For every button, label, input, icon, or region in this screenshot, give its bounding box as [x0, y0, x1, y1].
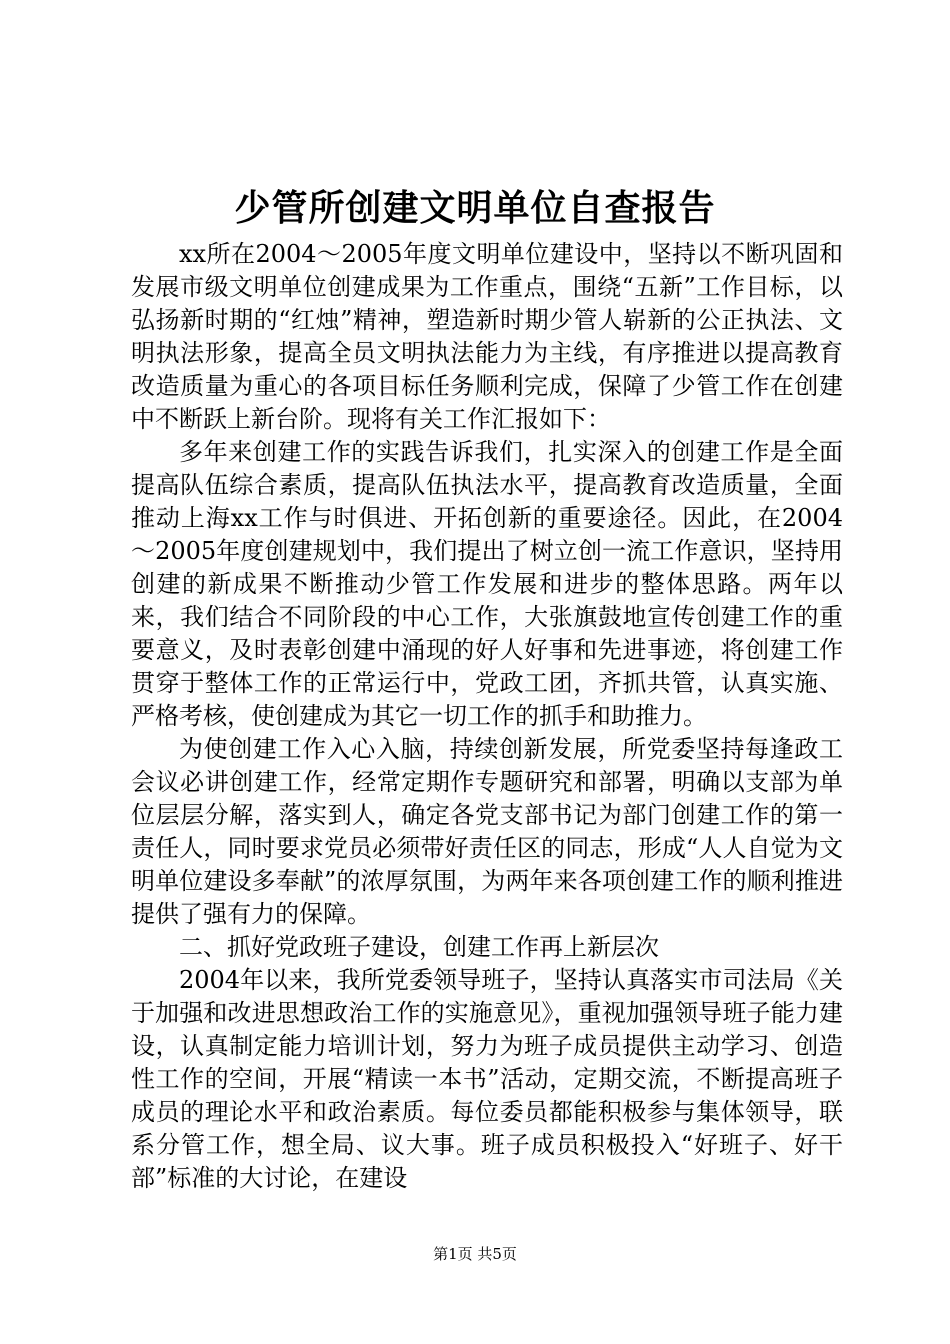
- page-number-footer: 第1页 共5页: [433, 1245, 517, 1263]
- paragraph-intro: xx所在2004～2005年度文明单位建设中，坚持以不断巩固和发展市级文明单位创建成果为工作重点，围绕“五新”工作目标，以弘扬新时期的“红烛”精神，塑造新时期少管人崭新的公正执法、文明执法形象，提高全员文明执法能力为主线，有序推进以提高教育改造质量为重心的各项目标任务顺利完成，保障了少管工作在创建中不断跃上新台阶。现将有关工作汇报如下：: [131, 240, 843, 433]
- section-heading: 二、抓好党政班子建设，创建工作再上新层次: [179, 933, 659, 961]
- document-body: [131, 238, 843, 1195]
- paragraph-practice: 多年来创建工作的实践告诉我们，扎实深入的创建工作是全面提高队伍综合素质，提高队伍执法水平，提高教育改造质量，全面推动上海xx工作与时俱进、开拓创新的重要途径。因此，在2004～2005年度创建规划中，我们提出了树立创一流工作意识，坚持用创建的新成果不断推动少管工作发展和进步的整体思路。两年以来，我们结合不同阶段的中心工作，大张旗鼓地宣传创建工作的重要意义，及时表彰创建中涌现的好人好事和先进事迹，将创建工作贯穿于整体工作的正常运行中，党政工团，齐抓共管，认真实施、严格考核，使创建成为其它一切工作的抓手和助推力。: [131, 438, 843, 730]
- document-title: 少管所创建文明单位自查报告: [234, 187, 716, 229]
- paragraph-party-committee: 为使创建工作入心入脑，持续创新发展，所党委坚持每逢政工会议必讲创建工作，经常定期作专题研究和部署，明确以支部为单位层层分解，落实到人，确定各党支部书记为部门创建工作的第一责任人，同时要求党员必须带好责任区的同志，形成“人人自觉为文明单位建设多奉献”的浓厚氛围，为两年来各项创建工作的顺利推进提供了强有力的保障。: [131, 735, 843, 928]
- paragraph-leadership: 2004年以来，我所党委领导班子，坚持认真落实市司法局《关于加强和改进思想政治工作的实施意见》，重视加强领导班子能力建设，认真制定能力培训计划，努力为班子成员提供主动学习、创造性工作的空间，开展“精读一本书”活动，定期交流，不断提高班子成员的理论水平和政治素质。每位委员都能积极参与集体领导，联系分管工作，想全局、议大事。班子成员积极投入“好班子、好干部”标准的大讨论，在建设: [131, 966, 843, 1192]
